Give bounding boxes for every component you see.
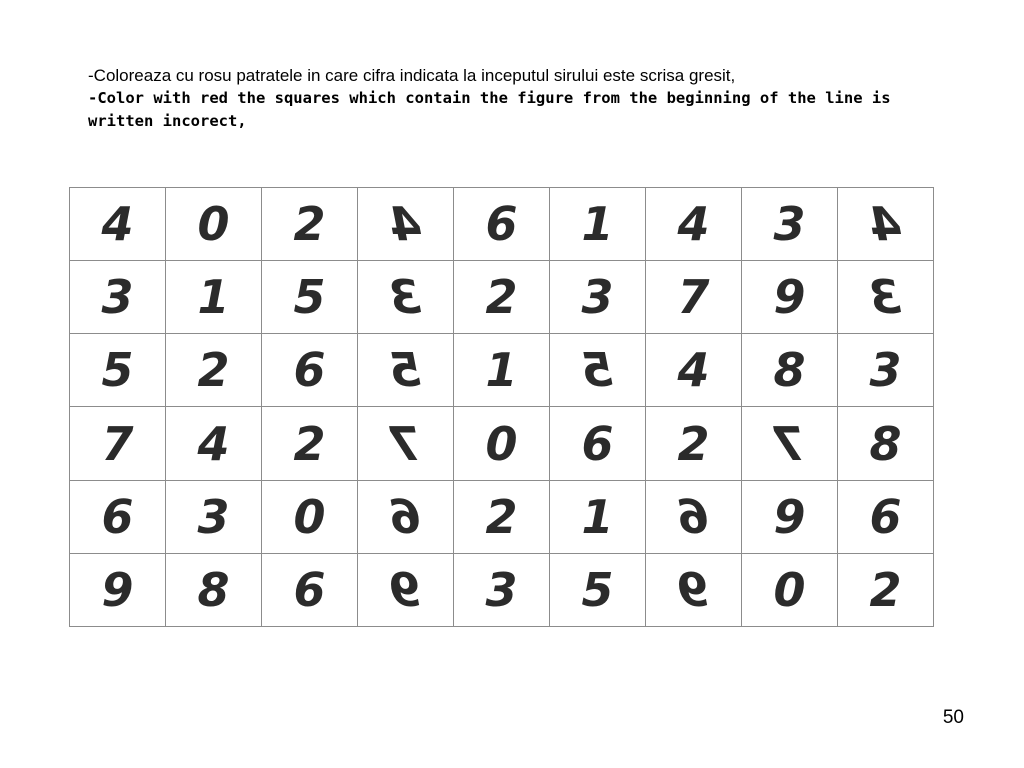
grid-cell[interactable]: [838, 407, 934, 480]
mirrored-digit: 3: [869, 270, 902, 325]
grid-cell[interactable]: [742, 407, 838, 480]
grid-cell[interactable]: [262, 261, 358, 334]
digit: 0: [197, 197, 230, 252]
digit: 3: [101, 270, 134, 325]
grid-cell[interactable]: [454, 334, 550, 407]
grid-cell[interactable]: [70, 334, 166, 407]
grid-cell[interactable]: [166, 554, 262, 627]
mirrored-digit: 5: [389, 343, 422, 398]
grid-cell[interactable]: [550, 481, 646, 554]
digit: 1: [581, 489, 614, 544]
grid-cell[interactable]: [454, 188, 550, 261]
digit: 7: [101, 416, 134, 471]
grid-cell[interactable]: [838, 481, 934, 554]
grid-cell[interactable]: [742, 188, 838, 261]
grid-cell[interactable]: [70, 407, 166, 480]
grid-cell[interactable]: [454, 261, 550, 334]
digit: 8: [869, 416, 902, 471]
digit: 6: [581, 416, 614, 471]
digit: 2: [485, 270, 518, 325]
grid-cell[interactable]: [646, 261, 742, 334]
grid-cell[interactable]: [550, 407, 646, 480]
digit: 5: [581, 562, 614, 617]
page-number: 50: [942, 707, 964, 728]
digit: 2: [197, 343, 230, 398]
digit-grid: [69, 187, 934, 627]
grid-cell[interactable]: [838, 334, 934, 407]
grid-cell[interactable]: [646, 407, 742, 480]
grid-cell[interactable]: [358, 188, 454, 261]
digit: 6: [485, 197, 518, 252]
grid-cell[interactable]: [550, 554, 646, 627]
digit: 1: [581, 197, 614, 252]
digit: 3: [869, 343, 902, 398]
grid-cell[interactable]: [454, 481, 550, 554]
grid-cell[interactable]: [550, 334, 646, 407]
mirrored-digit: 9: [389, 562, 422, 617]
digit: 4: [677, 197, 710, 252]
mirrored-digit: 9: [677, 562, 710, 617]
digit: 7: [677, 270, 710, 325]
digit: 8: [197, 562, 230, 617]
digit: 2: [293, 197, 326, 252]
digit: 1: [485, 343, 518, 398]
digit: 9: [101, 562, 134, 617]
grid-cell[interactable]: [166, 188, 262, 261]
digit: 4: [197, 416, 230, 471]
digit: 6: [293, 562, 326, 617]
mirrored-digit: 6: [389, 489, 422, 544]
digit: 3: [197, 489, 230, 544]
grid-cell[interactable]: [454, 407, 550, 480]
digit: 3: [581, 270, 614, 325]
digit: 9: [773, 270, 806, 325]
digit: 3: [485, 562, 518, 617]
digit: 2: [677, 416, 710, 471]
grid-cell[interactable]: [262, 407, 358, 480]
instruction-romanian: -Coloreaza cu rosu patratele in care cifra indicata la inceputul sirului este scrisa gresit,: [88, 66, 736, 85]
grid-cell[interactable]: [742, 481, 838, 554]
digit: 3: [773, 197, 806, 252]
digit: 4: [677, 343, 710, 398]
grid-cell[interactable]: [262, 188, 358, 261]
digit: 5: [101, 343, 134, 398]
mirrored-digit: 7: [773, 416, 806, 471]
grid-cell[interactable]: [358, 481, 454, 554]
digit: 6: [293, 343, 326, 398]
mirrored-digit: 7: [389, 416, 422, 471]
digit: 6: [869, 489, 902, 544]
grid-cell[interactable]: [454, 554, 550, 627]
grid-cell[interactable]: [358, 334, 454, 407]
digit: 2: [485, 489, 518, 544]
grid-cell[interactable]: [646, 481, 742, 554]
instructions: [88, 66, 948, 133]
grid-cell[interactable]: [262, 334, 358, 407]
grid-cell[interactable]: [262, 554, 358, 627]
mirrored-digit: 4: [389, 197, 422, 252]
grid-cell[interactable]: [358, 554, 454, 627]
grid-cell[interactable]: [838, 554, 934, 627]
digit: 8: [773, 343, 806, 398]
digit: 2: [869, 562, 902, 617]
digit: 5: [293, 270, 326, 325]
grid-cell[interactable]: [166, 407, 262, 480]
grid-cell[interactable]: [742, 261, 838, 334]
grid-cell[interactable]: [70, 188, 166, 261]
grid-cell[interactable]: [646, 554, 742, 627]
grid-cell[interactable]: [550, 188, 646, 261]
grid-cell[interactable]: [358, 407, 454, 480]
mirrored-digit: 4: [869, 197, 902, 252]
grid-cell[interactable]: [646, 188, 742, 261]
mirrored-digit: 3: [389, 270, 422, 325]
digit: 4: [101, 197, 134, 252]
grid-cell[interactable]: [166, 261, 262, 334]
mirrored-digit: 5: [581, 343, 614, 398]
grid-cell[interactable]: [550, 261, 646, 334]
digit: 9: [773, 489, 806, 544]
digit: 6: [101, 489, 134, 544]
mirrored-digit: 6: [677, 489, 710, 544]
digit: 0: [293, 489, 326, 544]
grid-cell[interactable]: [166, 481, 262, 554]
grid-cell[interactable]: [70, 481, 166, 554]
digit: 0: [485, 416, 518, 471]
grid-cell[interactable]: [742, 554, 838, 627]
digit: 2: [293, 416, 326, 471]
grid-cell[interactable]: [646, 334, 742, 407]
digit: 0: [773, 562, 806, 617]
grid-cell[interactable]: [838, 188, 934, 261]
grid-cell[interactable]: [166, 334, 262, 407]
grid-cell[interactable]: [70, 554, 166, 627]
instruction-english: -Color with red the squares which contain the figure from the beginning of the line is written incorect,: [88, 89, 891, 130]
grid-cell[interactable]: [262, 481, 358, 554]
grid-cell[interactable]: [742, 334, 838, 407]
grid-cell[interactable]: [70, 261, 166, 334]
grid-cell[interactable]: [358, 261, 454, 334]
digit: 1: [197, 270, 230, 325]
grid-cell[interactable]: [838, 261, 934, 334]
